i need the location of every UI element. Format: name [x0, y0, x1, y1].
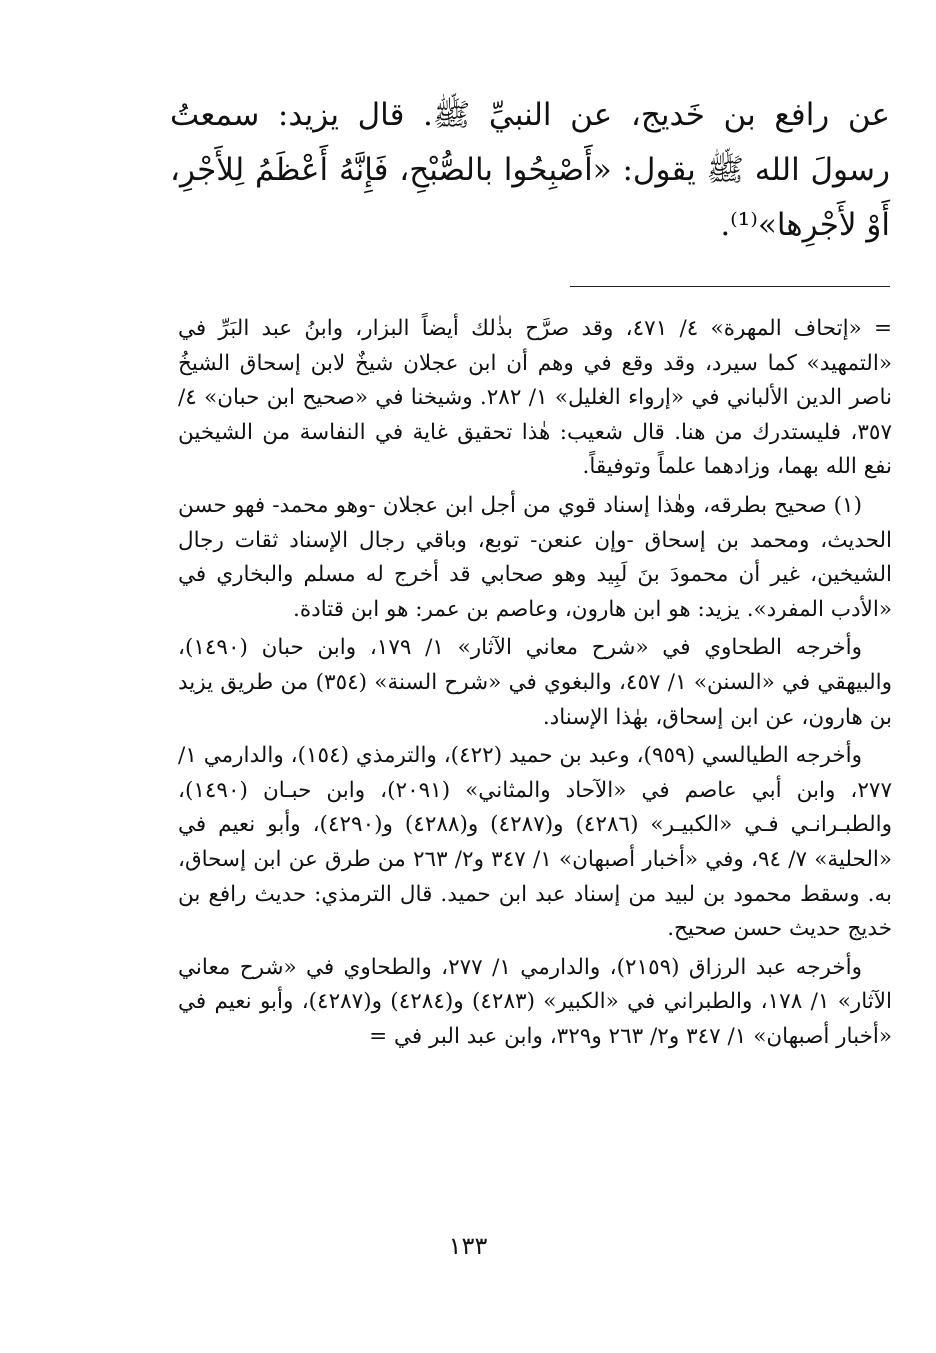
- page-number: ١٣٣: [448, 1232, 488, 1260]
- footnote-paragraph: وأخرجه الطيالسي (٩٥٩)، وعبد بن حميد (٤٢٢)، والترمذي (١٥٤)، والدارمي ١/ ٢٧٧، وابن أبي عاصم في «الآحاد والمثاني» (٢٠٩١)، وابن حبـان (١٤٩٠)، والطبـرانـي فـي «الكبيـر» (٤٢٨٦) و(٤٢٨٧) و(٤٢٨٨) و(٤٢٩٠)، وأبو نعيم في «الحلية» ٧/ ٩٤، وفي «أخبار أصبهان» ١/ ٣٤٧ و٢/ ٢٦٣ من طرق عن ابن إسحاق، به. وسقط محمود بن لبيد من إسناد عبد ابن حميد. قال الترمذي: حديث رافع بن خديج حديث حسن صحيح.: [178, 743, 893, 942]
- footnotes-section: [178, 312, 892, 1054]
- footnote-1: (١) صحيح بطرقه، وهٰذا إسناد قوي من أجل ابن عجلان -وهو محمد- فهو حسن الحديث، ومحمد بن إسحاق -وإن عنعن- توبع، وباقي رجال الإسناد ثقات رجال الشيخين، غير أن محمودَ بنَ لَبِيد وهو صحابي قد أخرج له مسلم والبخاري في «الأدب المفرد». يزيد: هو ابن هارون، وعاصم بن عمر: هو ابن قتادة.: [178, 492, 892, 622]
- footnote-paragraph: وأخرجه الطحاوي في «شرح معاني الآثار» ١/ ١٧٩، وابن حبان (١٤٩٠)، والبيهقي في «السنن» ١/ ٤٥٧، والبغوي في «شرح السنة» (٣٥٤) من طريق يزيد بن هارون، عن ابن إسحاق، بهٰذا الإسناد.: [178, 635, 893, 730]
- footnote-continuation: = «إتحاف المهرة» ٤/ ٤٧١، وقد صرَّح بذٰلك أيضاً البزار، وابنُ عبد البَرِّ في «التمهيد» كما سيرد، وقد وقع في وهم أن ابن عجلان شيخٌ لابن إسحاق الشيخُ ناصر الدين الألباني في «إرواء الغليل» ١/ ٢٨٢. وشيخنا في «صحيح ابن حبان» ٤/ ٣٥٧، فليستدرك من هنا. قال شعيب: هٰذا تحقيق غاية في النفاسة من الشيخين نفع الله بهما، وزادهما علماً وتوفيقاً.: [178, 316, 893, 480]
- hadith-text: [170, 88, 890, 253]
- main-paragraph: عن رافع بن خَديج، عن النبيِّ ﷺ. قال يزيد: سمعتُ رسولَ الله ﷺ يقول: «أَصْبِحُوا بالصُّبْحِ، فَإِنَّهُ أَعْظَمُ لِلأَجْرِ، أَوْ لأَجْرِها»⁽¹⁾.: [170, 97, 890, 243]
- footnote-paragraph: وأخرجه عبد الرزاق (٢١٥٩)، والدارمي ١/ ٢٧٧، والطحاوي في «شرح معاني الآثار» ١/ ١٧٨، والطبراني في «الكبير» (٤٢٨٣) و(٤٢٨٤) و(٤٢٨٧)، وأبو نعيم في «أخبار أصبهان» ١/ ٣٤٧ و٢/ ٢٦٣ و٣٢٩، وابن عبد البر في =: [178, 954, 892, 1049]
- footnote-divider: [570, 286, 890, 287]
